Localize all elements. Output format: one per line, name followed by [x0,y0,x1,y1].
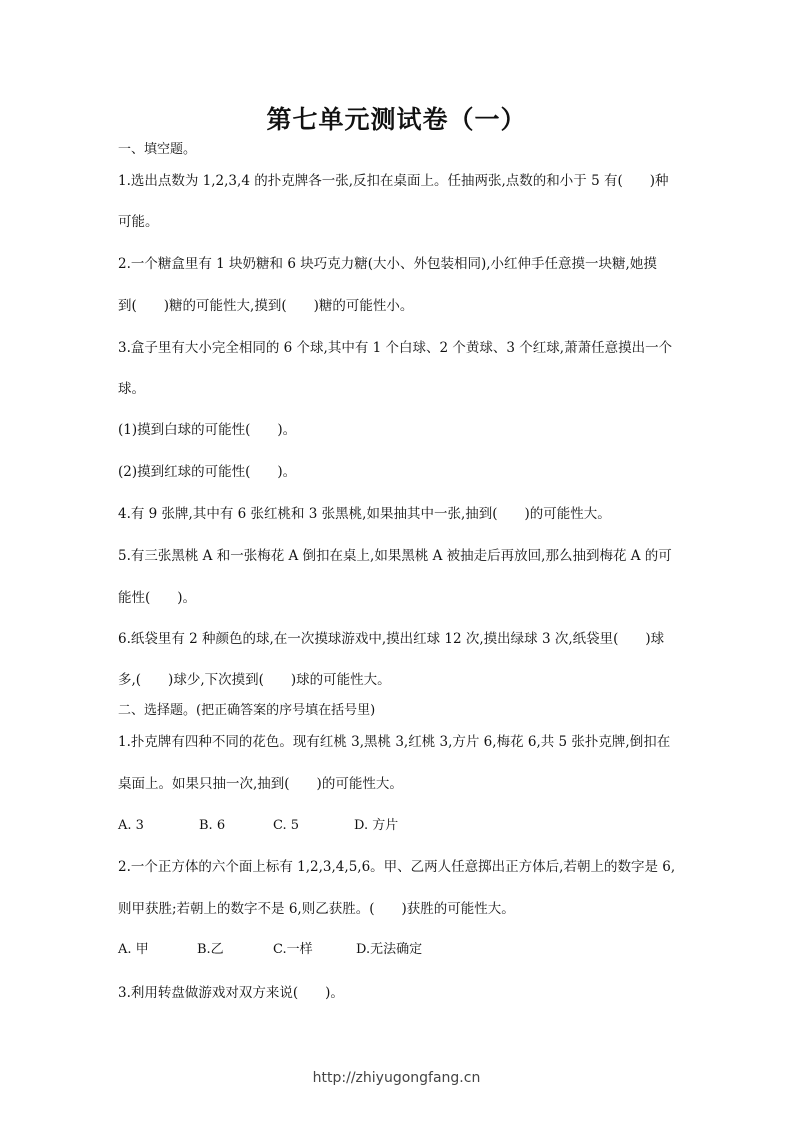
option-d: D. 方片 [354,818,399,833]
option-b: B. 6 [199,818,226,833]
question-line: 多,( )球少,下次摸到( )球的可能性大。 [118,672,391,688]
question-line: 可能。 [118,214,159,230]
question-line: 则甲获胜;若朝上的数字不是 6,则乙获胜。( )获胜的可能性大。 [118,901,515,917]
footer-url: http://zhiyugongfang.cn [312,1070,481,1086]
question-line: (1)摸到白球的可能性( )。 [118,422,297,438]
question-line: 4.有 9 张牌,其中有 6 张红桃和 3 张黑桃,如果抽其中一张,抽到( )的可能性大。 [118,506,611,522]
section-heading-multiple-choice: 二、选择题。(把正确答案的序号填在括号里) [118,703,376,718]
question-line: 3.盒子里有大小完全相同的 6 个球,其中有 1 个白球、2 个黄球、3 个红球,萧萧任意摸出一个 [118,340,673,356]
question-line: 3.利用转盘做游戏对双方来说( )。 [118,985,344,1001]
section-heading-fill-blank: 一、填空题。 [118,142,197,157]
question-line: 2.一个正方体的六个面上标有 1,2,3,4,5,6。甲、乙两人任意掷出正方体后,若朝上的数字是 6, [118,859,676,875]
option-a: A. 3 [118,818,144,833]
page-title: 第七单元测试卷（一） [266,105,527,134]
question-line: 2.一个糖盒里有 1 块奶糖和 6 块巧克力糖(大小、外包装相同),小红伸手任意摸一块糖,她摸 [118,256,657,272]
option-c: C. 5 [273,818,300,833]
question-line: 到( )糖的可能性大,摸到( )糖的可能性小。 [118,298,414,314]
question-line: 1.选出点数为 1,2,3,4 的扑克牌各一张,反扣在桌面上。任抽两张,点数的和小于 5 有( )种 [118,173,669,189]
question-line: 桌面上。如果只抽一次,抽到( )的可能性大。 [118,776,403,792]
option-d: D.无法确定 [356,942,423,957]
question-line: 球。 [118,381,145,397]
question-line: (2)摸到红球的可能性( )。 [118,464,297,480]
option-c: C.一样 [273,942,313,957]
option-a: A. 甲 [118,942,149,957]
answer-options-q2 [118,941,678,959]
question-line: 6.纸袋里有 2 种颜色的球,在一次摸球游戏中,摸出红球 12 次,摸出绿球 3 次,纸袋里( )球 [118,631,665,647]
option-b: B.乙 [197,942,224,957]
answer-options-q1 [118,817,678,835]
question-line: 能性( )。 [118,590,197,606]
question-line: 5.有三张黑桃 A 和一张梅花 A 倒扣在桌上,如果黑桃 A 被抽走后再放回,那么抽到梅花 A 的可 [118,548,672,564]
question-line: 1.扑克牌有四种不同的花色。现有红桃 3,黑桃 3,红桃 3,方片 6,梅花 6,共 5 张扑克牌,倒扣在 [118,734,671,750]
